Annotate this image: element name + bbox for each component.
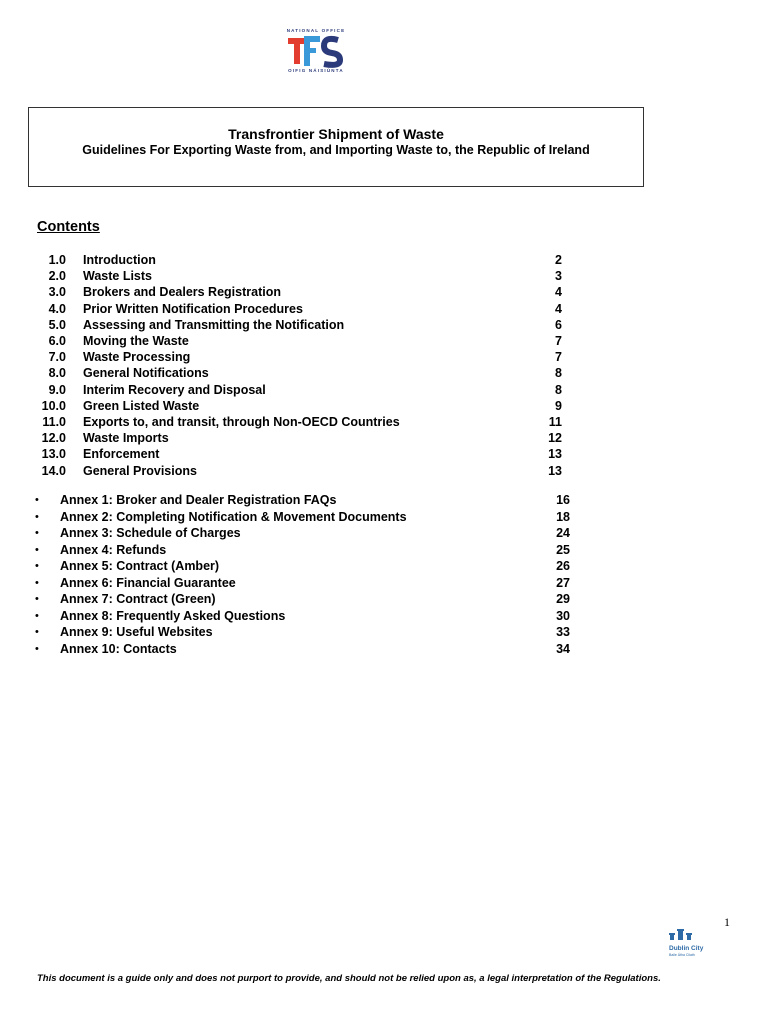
title-box: [28, 107, 644, 187]
toc-section-number: 11.0: [42, 415, 66, 429]
annex-row[interactable]: [0, 492, 770, 508]
tfs-logo-mark: [286, 34, 346, 68]
toc-page-number: 9: [555, 398, 562, 413]
toc-section-title: Waste Imports: [83, 431, 169, 446]
logo-bottom-text: OIFIG NÁISIÚNTA: [288, 68, 344, 73]
annex-row[interactable]: [0, 624, 770, 640]
toc-section-title: Interim Recovery and Disposal: [83, 382, 266, 397]
page-number: 1: [724, 915, 730, 929]
toc-row[interactable]: [0, 252, 770, 268]
tfs-logo: [280, 28, 352, 76]
document-subtitle: Guidelines For Exporting Waste from, and Importing Waste to, the Republic of Ireland: [82, 143, 590, 157]
document-title: Transfrontier Shipment of Waste: [228, 126, 444, 142]
dublin-city-name: Dublin City: [669, 945, 704, 952]
annex-page-number: 27: [556, 575, 570, 590]
toc-page-number: 7: [555, 350, 562, 365]
toc-section-title: General Notifications: [83, 366, 209, 381]
annex-page-number: 25: [556, 542, 570, 557]
toc-row[interactable]: [0, 333, 770, 349]
toc-row[interactable]: [0, 268, 770, 284]
annex-title: Annex 1: Broker and Dealer Registration FAQs: [60, 493, 337, 507]
toc-section-number: 9.0: [48, 382, 66, 397]
toc-section-number: 5.0: [48, 317, 66, 332]
toc-row[interactable]: [0, 317, 770, 333]
toc-row[interactable]: [0, 463, 770, 479]
annex-page-number: 33: [556, 625, 570, 639]
annex-page-number: 30: [556, 608, 570, 623]
toc-page-number: 8: [555, 366, 562, 381]
toc-row[interactable]: [0, 446, 770, 462]
annex-title: Annex 6: Financial Guarantee: [60, 575, 236, 590]
logo-top-text: NATIONAL OFFICE: [286, 28, 346, 33]
annex-title: Annex 3: Schedule of Charges: [60, 526, 241, 540]
annex-title: Annex 7: Contract (Green): [60, 592, 216, 606]
annex-page-number: 34: [556, 641, 570, 656]
annex-row[interactable]: [0, 509, 770, 525]
annex-row[interactable]: [0, 641, 770, 657]
toc-section-title: Exports to, and transit, through Non-OECD Countries: [83, 415, 400, 429]
annex-page-number: 18: [556, 509, 570, 524]
toc-section-number: 4.0: [48, 301, 66, 316]
bullet-icon: •: [35, 609, 39, 622]
toc-page-number: 4: [555, 301, 562, 316]
toc-row[interactable]: [0, 284, 770, 300]
annex-row[interactable]: [0, 575, 770, 591]
toc-page-number: 12: [548, 431, 562, 446]
toc-section-number: 3.0: [48, 285, 66, 300]
bullet-icon: •: [35, 543, 39, 556]
annex-page-number: 26: [556, 559, 570, 573]
toc-page-number: 3: [555, 269, 562, 284]
dublin-city-subtext: Baile Átha Cliath: [669, 953, 695, 957]
toc-section-title: Waste Processing: [83, 350, 191, 365]
annex-title: Annex 9: Useful Websites: [60, 625, 213, 639]
bullet-icon: •: [35, 560, 39, 572]
toc-section-title: Brokers and Dealers Registration: [83, 285, 281, 300]
toc-row[interactable]: [0, 301, 770, 317]
annex-page-number: 24: [556, 526, 570, 540]
annex-title: Annex 8: Frequently Asked Questions: [60, 608, 286, 623]
bullet-icon: •: [35, 593, 39, 605]
toc-page-number: 7: [555, 334, 562, 348]
toc-page-number: 11: [548, 415, 562, 429]
annex-row[interactable]: [0, 542, 770, 558]
toc-section-number: 7.0: [48, 350, 66, 365]
bullet-icon: •: [35, 527, 39, 539]
annex-row[interactable]: [0, 525, 770, 541]
bullet-icon: •: [35, 576, 39, 589]
toc-row[interactable]: [0, 430, 770, 446]
annex-row[interactable]: [0, 608, 770, 624]
bullet-icon: •: [35, 642, 39, 655]
bullet-icon: •: [35, 494, 39, 506]
toc-section-title: Enforcement: [83, 447, 160, 462]
annex-title: Annex 2: Completing Notification & Movement Documents: [60, 509, 407, 524]
annex-row[interactable]: [0, 558, 770, 574]
toc-section-title: Prior Written Notification Procedures: [83, 301, 303, 316]
toc-page-number: 2: [555, 253, 562, 267]
toc-section-number: 14.0: [41, 463, 66, 478]
annex-page-number: 16: [556, 493, 570, 507]
annex-title: Annex 10: Contacts: [60, 641, 177, 656]
toc-section-number: 12.0: [41, 431, 66, 446]
toc-row[interactable]: [0, 349, 770, 365]
annex-row[interactable]: [0, 591, 770, 607]
toc-section-number: 2.0: [48, 269, 66, 284]
toc-page-number: 13: [548, 447, 562, 462]
toc-page-number: 13: [548, 463, 562, 478]
toc-page-number: 8: [555, 382, 562, 397]
bullet-icon: •: [35, 510, 39, 523]
toc-section-title: Introduction: [83, 253, 156, 267]
annex-title: Annex 4: Refunds: [60, 542, 167, 557]
bullet-icon: •: [35, 626, 39, 638]
toc-page-number: 6: [555, 317, 562, 332]
disclaimer: This document is a guide only and does not purport to provide, and should not be relied upon as, a legal interpretation of the Regulations.: [37, 973, 661, 984]
toc-row[interactable]: [0, 382, 770, 398]
contents-heading: Contents: [37, 219, 100, 235]
toc-section-number: 13.0: [41, 447, 66, 462]
toc-row[interactable]: [0, 365, 770, 381]
toc-section-title: Waste Lists: [83, 269, 153, 284]
toc-row[interactable]: [0, 414, 770, 430]
toc-section-number: 10.0: [41, 398, 66, 413]
toc-section-title: General Provisions: [83, 463, 197, 478]
toc-section-number: 1.0: [48, 253, 66, 267]
toc-row[interactable]: [0, 398, 770, 414]
annex-title: Annex 5: Contract (Amber): [60, 559, 220, 573]
toc-section-number: 6.0: [48, 334, 66, 348]
annex-page-number: 29: [556, 592, 570, 606]
toc-page-number: 4: [555, 285, 562, 300]
toc-section-title: Moving the Waste: [83, 334, 189, 348]
toc-section-number: 8.0: [48, 366, 66, 381]
toc-section-title: Assessing and Transmitting the Notification: [83, 317, 345, 332]
toc-section-title: Green Listed Waste: [83, 398, 200, 413]
